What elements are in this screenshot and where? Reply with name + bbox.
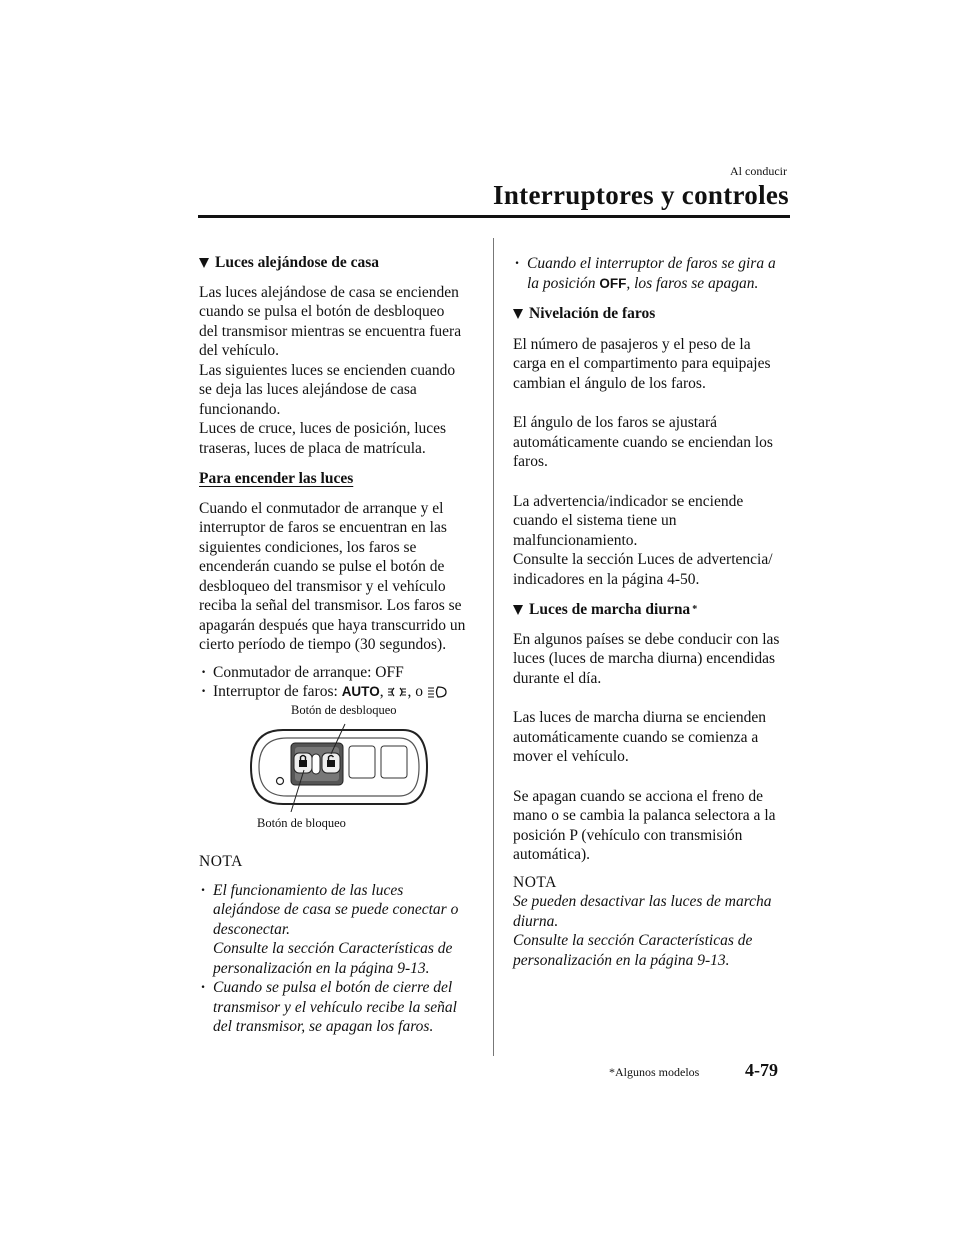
- bullet-item: · Interruptor de faros: AUTO, , o: [199, 682, 484, 702]
- triangle-marker-icon: [513, 309, 523, 319]
- position-lights-icon: [387, 686, 407, 698]
- left-note: [199, 852, 484, 1037]
- subheading: Para encender las luces: [199, 470, 354, 487]
- paragraph: Las luces de marcha diurna se encienden automáticamente cuando se comienza a mover el vehículo.: [513, 709, 767, 765]
- note-label: NOTA: [199, 853, 243, 870]
- fig-label-unlock: Botón de desbloqueo: [291, 703, 397, 717]
- header-section: Al conducir: [730, 164, 787, 178]
- section-heading-marcha-diurna: Luces de marcha diurna *: [513, 600, 798, 620]
- triangle-marker-icon: [199, 258, 209, 268]
- section-heading-nivelacion: Nivelación de faros: [513, 304, 798, 324]
- paragraph: Se apagan cuando se acciona el freno de mano o se cambia la palanca selectora a la posición P (vehículo con transmisión automática).: [513, 787, 776, 863]
- paragraph: La advertencia/indicador se enciende cuando el sistema tiene un malfuncionamiento. Consulte la sección Luces de advertencia/ indicadores en la página 4-50.: [513, 492, 773, 588]
- page-number: 4-79: [745, 1060, 778, 1080]
- note-text: Se pueden desactivar las luces de marcha diurna. Consulte la sección Características de personalización en la página 9-13.: [513, 893, 772, 969]
- paragraph: El ángulo de los faros se ajustará automáticamente cuando se enciendan los faros.: [513, 414, 773, 470]
- footer-note: *Algunos modelos: [609, 1065, 700, 1079]
- bullet-item: · Conmutador de arranque: OFF: [199, 663, 484, 683]
- key-fob-illustration: [243, 722, 429, 812]
- fig-label-lock: Botón de bloqueo: [257, 816, 346, 830]
- note-bullet: · Cuando el interruptor de faros se gira a la posición OFF, los faros se apagan.: [513, 254, 798, 293]
- column-divider: [493, 238, 494, 1056]
- paragraph: Cuando el conmutador de arranque y el interruptor de faros se encuentran en las siguientes condiciones, los faros se encenderán cuando se pulse el botón de desbloqueo del transmisor y el vehículo reciba la señal del transmisor. Los faros se apagarán después que haya transcurrido un cierto período de tiempo (30 segundos).: [199, 499, 466, 653]
- triangle-marker-icon: [513, 605, 523, 615]
- paragraph: En algunos países se debe conducir con las luces (luces de marcha diurna) encendidas durante el día.: [513, 630, 780, 687]
- auto-symbol: AUTO: [341, 684, 380, 699]
- section-heading-luces-alejandose: Luces alejándose de casa: [199, 253, 484, 273]
- left-column: [199, 253, 484, 702]
- paragraph: El número de pasajeros y el peso de la carga en el compartimento para equipajes cambian el ángulo de los faros.: [513, 335, 771, 392]
- header-rule: [198, 215, 790, 218]
- paragraph: Las luces alejándose de casa se encienden cuando se pulsa el botón de desbloqueo del transmisor mientras se encuentra fuera del vehículo. Las siguientes luces se encienden cuando se deja las luces alejándose de casa funcionando. Luces de cruce, luces de posición, luces traseras, luces de placa de matrícula.: [199, 283, 462, 457]
- headlight-icon: [427, 686, 447, 698]
- note-label: NOTA: [513, 873, 557, 891]
- page-title: Interruptores y controles: [493, 180, 789, 210]
- note-bullet: · Cuando se pulsa el botón de cierre del transmisor y el vehículo recibe la señal del transmisor, se apagan los faros.: [199, 978, 484, 1037]
- off-symbol: OFF: [599, 275, 627, 291]
- right-column: [513, 254, 798, 970]
- note-bullet: · El funcionamiento de las luces alejándose de casa se puede conectar o desconectar. Consulte la sección Características de personalización en la página 9-13.: [199, 881, 484, 979]
